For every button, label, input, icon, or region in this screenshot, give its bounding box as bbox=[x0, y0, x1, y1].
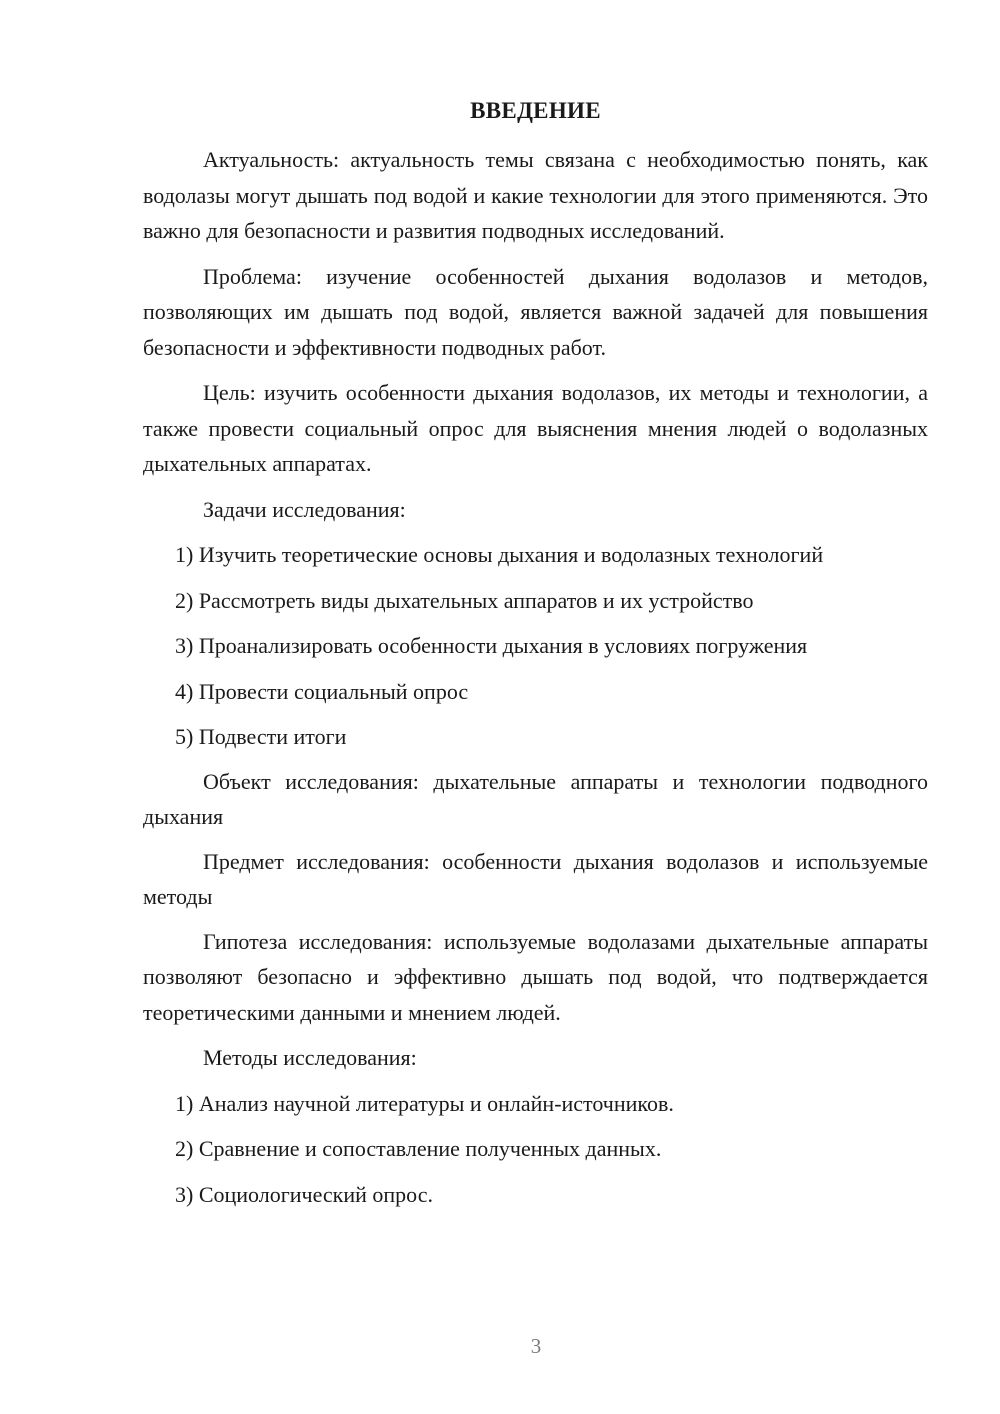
document-body bbox=[143, 142, 928, 1212]
object-paragraph: Объект исследования: дыхательные аппараты и технологии подводного дыхания bbox=[143, 768, 928, 829]
tasks-label: Задачи исследования: bbox=[203, 496, 406, 522]
methods-label: Методы исследования: bbox=[203, 1045, 417, 1070]
list-item: 1) Анализ научной литературы и онлайн-источников. bbox=[175, 1090, 674, 1116]
page-number: 3 bbox=[530, 1334, 542, 1358]
list-item: 3) Проанализировать особенности дыхания в условиях погружения bbox=[175, 633, 808, 658]
relevance-paragraph: Актуальность: актуальность темы связана с необходимостью понять, как водолазы могут дышать под водой и какие технологии для этого применяются. Это важно для безопасности и развития подводных исследований. bbox=[143, 147, 928, 243]
methods-list bbox=[143, 1086, 928, 1213]
subject-paragraph: Предмет исследования: особенности дыхания водолазов и используемые методы bbox=[143, 848, 928, 909]
tasks-list bbox=[143, 537, 928, 755]
list-item: 4) Провести социальный опрос bbox=[175, 678, 469, 704]
list-item: 5) Подвести итоги bbox=[175, 724, 347, 749]
list-item: 3) Социологический опрос. bbox=[175, 1181, 433, 1207]
list-item: 1) Изучить теоретические основы дыхания и водолазных технологий bbox=[175, 542, 824, 567]
goal-paragraph: Цель: изучить особенности дыхания водолазов, их методы и технологии, а также провести социальный опрос для выяснения мнения людей о водолазных дыхательных аппаратах. bbox=[143, 380, 928, 476]
list-item: 2) Сравнение и сопоставление полученных данных. bbox=[175, 1136, 662, 1161]
section-heading: ВВЕДЕНИЕ bbox=[470, 98, 601, 123]
problem-paragraph: Проблема: изучение особенностей дыхания водолазов и методов, позволяющих им дышать под водой, является важной задачей для повышения безопасности и эффективности подводных работ. bbox=[143, 263, 928, 360]
list-item: 2) Рассмотреть виды дыхательных аппаратов и их устройство bbox=[175, 587, 754, 613]
hypothesis-paragraph: Гипотеза исследования: используемые водолазами дыхательные аппараты позволяют безопасно и эффективно дышать под водой, что подтверждается теоретическими данными и мнением людей. bbox=[143, 928, 928, 1025]
